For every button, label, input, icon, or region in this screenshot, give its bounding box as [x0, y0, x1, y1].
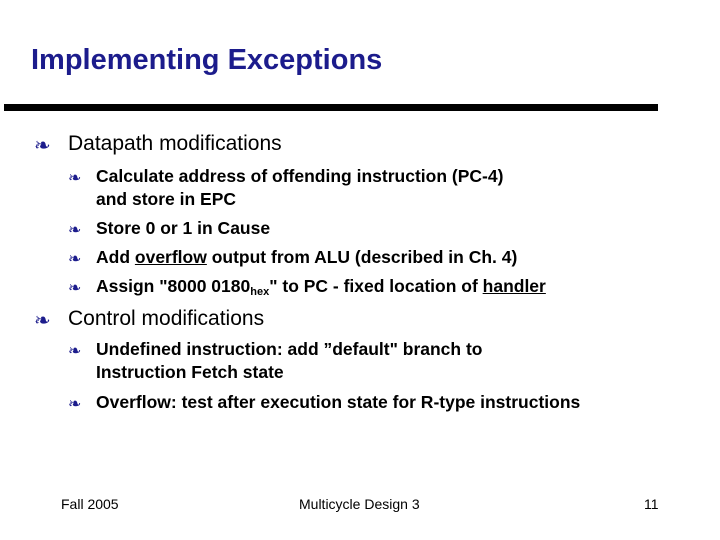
- bullet-text-line2: Instruction Fetch state: [96, 362, 284, 382]
- fleuron-bullet-icon: ❧: [68, 341, 82, 360]
- bullet-text-line2: and store in EPC: [96, 189, 237, 209]
- bullet-text-mid: " to PC - fixed location of: [269, 276, 483, 296]
- fleuron-bullet-icon: ❧: [68, 220, 82, 239]
- bullet-text-post: output from ALU (described in Ch. 4): [206, 247, 518, 267]
- bullet-text-line1: Undefined instruction: add ”default" branch to: [96, 339, 483, 359]
- sub-bullet-add-overflow: [68, 246, 517, 270]
- underlined-term-handler: handler: [482, 276, 546, 296]
- bullet-text: Datapath modifications: [68, 132, 282, 155]
- bullet-datapath-modifications: [34, 132, 282, 157]
- footer-title: Multicycle Design 3: [299, 496, 420, 512]
- bullet-text-pre: Add: [96, 247, 135, 267]
- hex-subscript: hex: [250, 286, 270, 298]
- sub-bullet-overflow-test: [68, 391, 580, 415]
- bullet-control-modifications: [34, 307, 264, 332]
- bullet-text-line1: Calculate address of offending instruction (PC-4): [96, 166, 504, 186]
- bullet-text: Store 0 or 1 in Cause: [96, 218, 271, 238]
- sub-bullet-undefined-instruction: [68, 338, 483, 384]
- bullet-text-pre: Assign "8000 0180: [96, 276, 251, 296]
- sub-bullet-calculate-address: [68, 165, 503, 211]
- fleuron-bullet-icon: ❧: [68, 278, 82, 297]
- footer-page-number: 11: [644, 496, 659, 512]
- fleuron-bullet-icon: ❧: [34, 308, 51, 332]
- fleuron-bullet-icon: ❧: [68, 168, 82, 187]
- sub-bullet-assign-pc: [68, 275, 546, 304]
- bullet-text: Control modifications: [68, 307, 265, 330]
- footer-date: Fall 2005: [61, 496, 119, 512]
- title-divider: [4, 104, 658, 111]
- bullet-text: Overflow: test after execution state for R-type instructions: [96, 392, 581, 412]
- fleuron-bullet-icon: ❧: [68, 394, 82, 413]
- fleuron-bullet-icon: ❧: [68, 249, 82, 268]
- sub-bullet-store-cause: [68, 217, 270, 241]
- slide-title: Implementing Exceptions: [31, 44, 383, 76]
- underlined-term-overflow: overflow: [134, 247, 207, 267]
- fleuron-bullet-icon: ❧: [34, 133, 51, 157]
